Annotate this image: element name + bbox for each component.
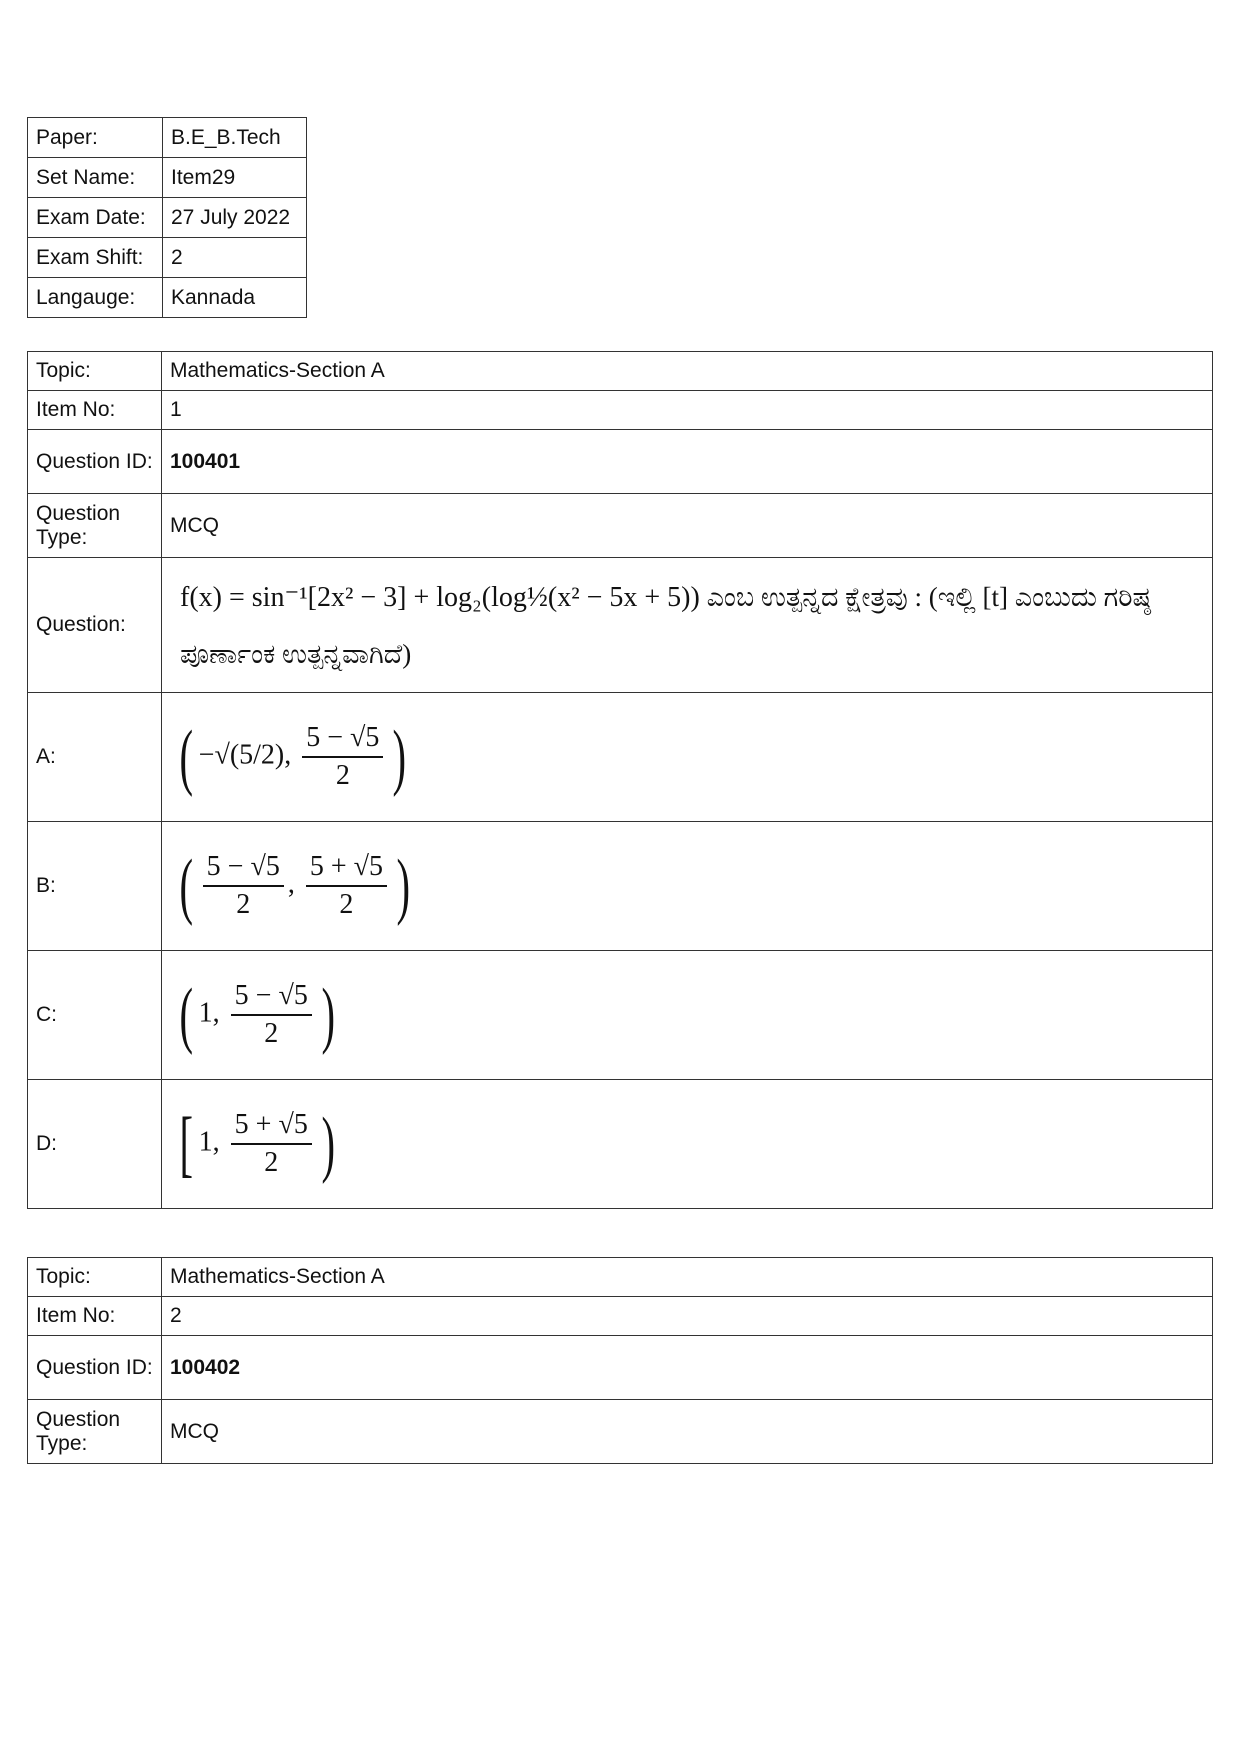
open-bracket: [ bbox=[179, 1103, 194, 1185]
question-type-row bbox=[28, 1400, 1213, 1464]
option-d-label: D: bbox=[28, 1080, 162, 1209]
question-table-2 bbox=[27, 1257, 1213, 1464]
option-c-row bbox=[28, 951, 1213, 1080]
question-type-value: MCQ bbox=[162, 494, 1213, 558]
fraction-denominator: 2 bbox=[339, 889, 354, 920]
meta-label: Langauge: bbox=[28, 278, 163, 318]
option-d-row bbox=[28, 1080, 1213, 1209]
option-c-left: 1, bbox=[198, 997, 220, 1029]
item-no-value: 2 bbox=[162, 1297, 1213, 1336]
close-bracket: ) bbox=[392, 716, 407, 798]
option-d-content bbox=[162, 1080, 1213, 1209]
option-b-label: B: bbox=[28, 822, 162, 951]
option-c-fraction bbox=[231, 980, 312, 1050]
option-b-right-fraction bbox=[306, 851, 387, 921]
topic-label: Topic: bbox=[28, 1258, 162, 1297]
meta-row-exam-date bbox=[28, 198, 307, 238]
fraction-denominator: 2 bbox=[264, 1147, 279, 1178]
meta-row-set-name bbox=[28, 158, 307, 198]
question-row bbox=[28, 558, 1213, 693]
question-label: Question: bbox=[28, 558, 162, 693]
meta-value: Kannada bbox=[163, 278, 307, 318]
topic-value: Mathematics-Section A bbox=[162, 1258, 1213, 1297]
option-d-fraction bbox=[231, 1109, 312, 1179]
item-no-row bbox=[28, 391, 1213, 430]
fraction-numerator: 5 − √5 bbox=[302, 722, 383, 758]
meta-value: 27 July 2022 bbox=[163, 198, 307, 238]
question-type-value: MCQ bbox=[162, 1400, 1213, 1464]
fraction-numerator: 5 − √5 bbox=[203, 851, 284, 887]
question-id-value: 100401 bbox=[162, 430, 1213, 494]
fraction-denominator: 2 bbox=[264, 1018, 279, 1049]
option-a-row bbox=[28, 693, 1213, 822]
topic-row bbox=[28, 1258, 1213, 1297]
question-id-value: 100402 bbox=[162, 1336, 1213, 1400]
question-id-row bbox=[28, 430, 1213, 494]
exam-meta-table bbox=[27, 117, 307, 318]
open-bracket: ( bbox=[179, 716, 194, 798]
question-id-label: Question ID: bbox=[28, 1336, 162, 1400]
question-formula: f(x) = sin⁻¹[2x² − 3] + log₂(log½(x² − 5x + 5)) bbox=[180, 581, 700, 613]
question-type-row bbox=[28, 494, 1213, 558]
option-a-label: A: bbox=[28, 693, 162, 822]
item-no-row bbox=[28, 1297, 1213, 1336]
topic-label: Topic: bbox=[28, 352, 162, 391]
fraction-denominator: 2 bbox=[236, 889, 251, 920]
meta-value: Item29 bbox=[163, 158, 307, 198]
item-no-value: 1 bbox=[162, 391, 1213, 430]
option-b-content: ( $\frac{5 - √5}{2}$ , $\frac{5 + √5}{2}$ ) bbox=[162, 822, 1213, 951]
open-bracket: ( bbox=[179, 845, 194, 927]
fraction-numerator: 5 + √5 bbox=[306, 851, 387, 887]
option-d-left: 1, bbox=[198, 1126, 220, 1158]
close-bracket: ) bbox=[396, 845, 411, 927]
meta-row-exam-shift bbox=[28, 238, 307, 278]
question-id-row bbox=[28, 1336, 1213, 1400]
item-no-label: Item No: bbox=[28, 391, 162, 430]
question-id-label: Question ID: bbox=[28, 430, 162, 494]
option-b-row bbox=[28, 822, 1213, 951]
meta-label: Paper: bbox=[28, 118, 163, 158]
meta-label: Set Name: bbox=[28, 158, 163, 198]
meta-row-language bbox=[28, 278, 307, 318]
meta-value: B.E_B.Tech bbox=[163, 118, 307, 158]
option-c-label: C: bbox=[28, 951, 162, 1080]
option-b-left-fraction bbox=[203, 851, 284, 921]
option-a-content: ( −√(5/2), $\frac{5 - √5}{2}$ ) bbox=[162, 693, 1213, 822]
question-content bbox=[162, 558, 1213, 693]
topic-row bbox=[28, 352, 1213, 391]
option-c-content bbox=[162, 951, 1213, 1080]
fraction-numerator: 5 − √5 bbox=[231, 980, 312, 1016]
topic-value: Mathematics-Section A bbox=[162, 352, 1213, 391]
meta-label: Exam Date: bbox=[28, 198, 163, 238]
question-table-1 bbox=[27, 351, 1213, 1209]
close-bracket: ) bbox=[321, 1103, 335, 1185]
meta-value: 2 bbox=[163, 238, 307, 278]
option-a-left: −√(5/2) bbox=[198, 739, 285, 771]
item-no-label: Item No: bbox=[28, 1297, 162, 1336]
close-bracket: ) bbox=[321, 974, 335, 1056]
question-type-label: Question Type: bbox=[28, 1400, 162, 1464]
question-type-label: Question Type: bbox=[28, 494, 162, 558]
open-bracket: ( bbox=[179, 974, 194, 1056]
fraction-numerator: 5 + √5 bbox=[231, 1109, 312, 1145]
option-a-fraction bbox=[302, 722, 383, 792]
meta-label: Exam Shift: bbox=[28, 238, 163, 278]
meta-row-paper bbox=[28, 118, 307, 158]
fraction-denominator: 2 bbox=[335, 760, 350, 791]
question-text: ಎಂಬ ಉತ್ಪನ್ನದ ಕ್ಷೇತ್ರವು : (ಇಲ್ಲಿ [t] ಎಂಬುದು ಗರಿಷ್ಠ ಪೂರ್ಣಾಂಕ ಉತ್ಪನ್ನವಾಗಿದೆ) bbox=[180, 581, 1151, 669]
